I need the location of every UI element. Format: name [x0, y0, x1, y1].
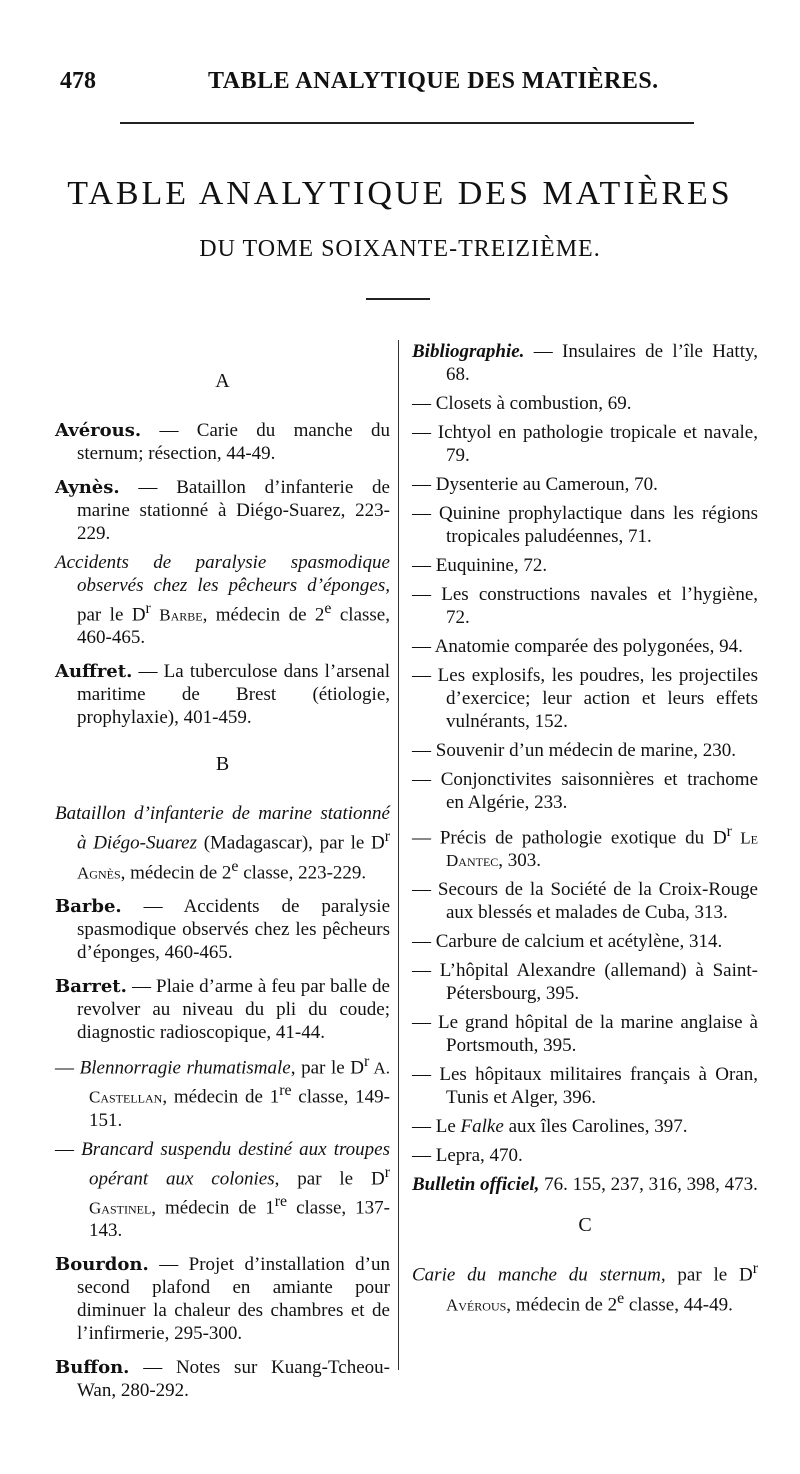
column-divider [398, 340, 399, 1370]
page-header [60, 68, 740, 108]
list-item: — L’hôpital Alexandre (allemand) à Saint-Pétersbourg, 395. [412, 960, 758, 1005]
list-item: — Secours de la Société de la Croix-Rouge aux blessés et malades de Cuba, 313. [412, 879, 758, 924]
entry-text: — Bataillon d’infanterie de marine stationné à Diégo-Suarez, 223-229. [77, 477, 390, 544]
index-entry-bourdon [55, 1253, 390, 1345]
entry-keyword: Barret. [55, 975, 127, 997]
list-item: — Closets à combustion, 69. [412, 393, 632, 414]
index-subentry-blennorragie [55, 1050, 390, 1132]
entry-dash: — [55, 1057, 80, 1079]
list-item: — Anatomie comparée des polygonées, 94. [412, 636, 743, 657]
entry-title: Bibliographie. [412, 341, 525, 362]
index-entry-buffon [55, 1356, 390, 1402]
index-entry-barret [55, 975, 390, 1044]
entry-author: A. Castellan [89, 1058, 391, 1107]
list-item: — Ichtyol en pathologie tropicale et navale, 79. [412, 422, 758, 466]
entry-keyword: Barbe. [55, 895, 122, 917]
entry-text: — Insulaires de l’île Hatty, 68. [446, 341, 758, 385]
entry-sup: re [274, 1192, 288, 1210]
running-title: TABLE ANALYTIQUE DES MATIÈRES. [208, 68, 659, 94]
entry-sup: r [384, 1163, 390, 1181]
entry-title: Bulletin officiel, [412, 1174, 540, 1196]
entry-sup: e [231, 857, 239, 875]
entry-keyword: Avérous. [55, 420, 142, 441]
entry-text: — Carie du manche du sternum; résection, 44-49. [77, 420, 390, 464]
entry-text: , médecin de 2 [202, 604, 325, 626]
section-letter-c: C [578, 1214, 592, 1237]
entry-sup: e [617, 1289, 625, 1307]
entry-sup: r [384, 828, 390, 846]
index-entry-bataillon [55, 802, 390, 884]
entry-title: Carie du manche du sternum, [412, 1264, 666, 1286]
entry-text: , médecin de 2 [506, 1293, 618, 1315]
section-letter-b: B [215, 753, 230, 776]
entry-text: classe, 149-151. [89, 1086, 390, 1131]
entry-keyword: Auffret. [55, 661, 133, 683]
entry-title: Accidents de paralysie spasmodique observés chez les pêcheurs d’éponges, [55, 552, 390, 596]
title-rule [366, 298, 430, 300]
entry-keyword: Bourdon. [55, 1254, 149, 1276]
entry-title: Blennorragie rhumatismale [79, 1057, 291, 1079]
list-item: — Les hôpitaux militaires français à Oran, Tunis et Alger, 396. [412, 1064, 758, 1109]
entry-sup: e [324, 600, 332, 617]
entry-text: — Notes sur Kuang-Tcheou-Wan, 280-292. [77, 1357, 390, 1402]
entry-sup: re [279, 1082, 292, 1100]
list-item: — Les explosifs, les poudres, les projectiles d’exercice; leur action et leurs effets vulnérants, 152. [412, 665, 758, 732]
list-item: — Conjonctivites saisonnières et trachome en Algérie, 233. [412, 769, 758, 813]
index-entry-bibliographie [412, 340, 758, 386]
entry-author: Avérous [446, 1294, 507, 1314]
entry-author: Gastinel [89, 1198, 152, 1218]
right-column [412, 340, 758, 1322]
entry-text: — Le [412, 1116, 461, 1138]
entry-text: par le D [77, 604, 146, 626]
entry-keyword: Aynès. [55, 477, 120, 498]
list-item-falke [412, 1115, 758, 1138]
list-item-precis [412, 820, 758, 872]
entry-text: — Plaie d’arme à feu par balle de revolver au niveau du pli du coude; diagnostic radioscopique, 41-44. [77, 975, 390, 1043]
list-item: — Dysenterie au Cameroun, 70. [412, 474, 658, 495]
section-letter-a: A [215, 370, 230, 392]
entry-text: , 303. [498, 850, 542, 872]
entry-text: (Madagascar), par le D [197, 832, 385, 854]
header-rule [120, 122, 694, 124]
entry-text: — Accidents de paralysie spasmodique observés chez les pêcheurs d’éponges, 460-465. [77, 895, 390, 963]
list-item: — Quinine prophylactique dans les régions tropicales paludéennes, 71. [412, 503, 758, 547]
index-entry-aynes [55, 476, 390, 545]
entry-text: classe, 44-49. [624, 1293, 733, 1315]
entry-text: par le D [665, 1264, 753, 1286]
left-column [55, 340, 390, 1413]
index-entry-auffret [55, 660, 390, 729]
entry-sup: r [752, 1260, 758, 1278]
entry-keyword: Buffon. [55, 1357, 130, 1379]
entry-text: classe, 460-465. [77, 604, 390, 649]
entry-sup: r [364, 1052, 370, 1070]
entry-dash: — [55, 1138, 82, 1160]
index-entry-accidents [55, 551, 390, 649]
entry-text: , par le D [290, 1057, 365, 1079]
entry-text: , médecin de 1 [151, 1197, 275, 1219]
entry-author: Agnès [77, 862, 121, 882]
entry-title: Bataillon d’infanterie de marine stationné à Diégo-Suarez [55, 803, 390, 854]
list-item: — Euquinine, 72. [412, 555, 548, 576]
entry-text: , médecin de 2 [120, 861, 232, 883]
entry-author: Barbe [159, 605, 203, 625]
page-number: 478 [60, 68, 96, 94]
entry-sup: r [145, 600, 151, 617]
list-item: — Lepra, 470. [412, 1145, 523, 1167]
entry-text: aux îles Carolines, 397. [503, 1116, 688, 1138]
index-subentry-brancard [55, 1138, 390, 1243]
entry-title: Falke [460, 1116, 504, 1138]
index-entry-carie [412, 1257, 758, 1316]
list-item: — Les constructions navales et l’hygiène, 72. [412, 584, 758, 628]
index-entry-averous [55, 419, 390, 465]
list-item: — Carbure de calcium et acétylène, 314. [412, 931, 723, 953]
entry-text: — Projet d’installation d’un second plafond en amiante pour diminuer la chaleur des chambres et de l’infirmerie, 295-300. [77, 1254, 390, 1345]
list-item: — Souvenir d’un médecin de marine, 230. [412, 740, 736, 761]
entry-text: — Précis de pathologie exotique du D [412, 827, 727, 849]
entry-title: Brancard suspendu destiné aux troupes opérant aux colonies [81, 1138, 391, 1189]
entry-text: classe, 137-143. [89, 1197, 390, 1242]
index-entry-bulletin [412, 1173, 758, 1196]
entry-text: , par le D [274, 1167, 385, 1189]
page-subtitle: DU TOME SOIXANTE-TREIZIÈME. [199, 236, 601, 262]
entry-text: 76. 155, 237, 316, 398, 473. [539, 1174, 758, 1196]
entry-text: classe, 223-229. [238, 861, 367, 883]
list-item: — Le grand hôpital de la marine anglaise à Portsmouth, 395. [412, 1012, 758, 1057]
entry-text: , médecin de 1 [162, 1086, 280, 1108]
entry-author: Le Dantec [446, 828, 758, 871]
page-title: TABLE ANALYTIQUE DES MATIÈRES [67, 175, 733, 212]
entry-sup: r [726, 823, 732, 840]
index-entry-barbe [55, 895, 390, 964]
entry-text: — La tuberculose dans l’arsenal maritime de Brest (étiologie, prophylaxie), 401-459. [77, 661, 390, 729]
